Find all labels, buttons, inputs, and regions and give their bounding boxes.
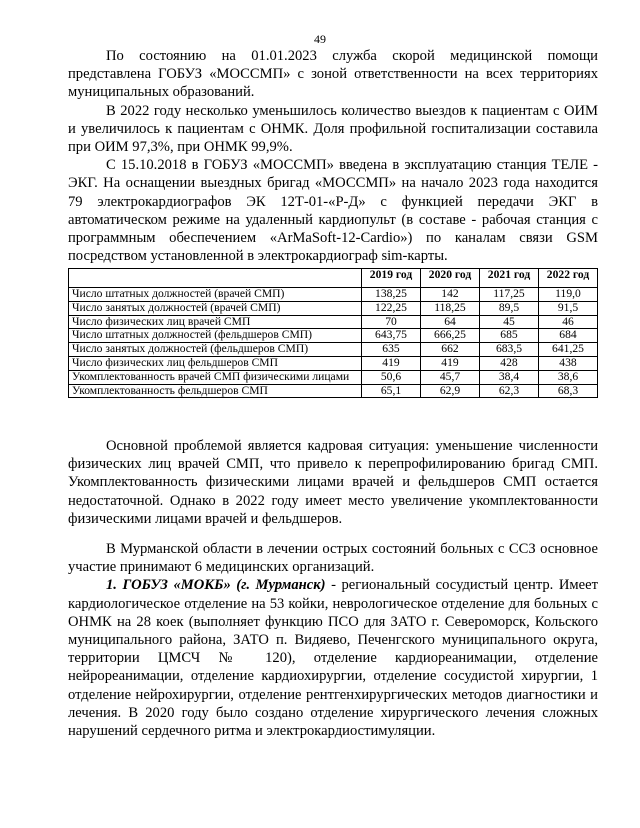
table-header: 2021 год bbox=[480, 269, 539, 288]
table-row bbox=[69, 356, 598, 370]
table-cell: Число занятых должностей (врачей СМП) bbox=[69, 301, 362, 315]
paragraph bbox=[68, 576, 598, 740]
table-header-row bbox=[69, 269, 598, 288]
table-row bbox=[69, 370, 598, 384]
table-cell: 142 bbox=[421, 288, 480, 302]
table-cell: 138,25 bbox=[362, 288, 421, 302]
table-cell: 119,0 bbox=[539, 288, 598, 302]
table-cell: 643,75 bbox=[362, 329, 421, 343]
table-cell: 62,9 bbox=[421, 384, 480, 398]
table-row bbox=[69, 301, 598, 315]
table-header: 2019 год bbox=[362, 269, 421, 288]
organization-description: - региональный сосудистый центр. Имеет кардиологическое отделение на 53 койки, неврологическое отделение для больных с ОНМК на 28 коек (выполняет функцию ПСО для ЗАТО г. Североморск, Кольского муниципального района, ЗАТО п. Видяево, Печенгского муниципального округа, территории ЦМСЧ № 120), отделение кардиореанимации, отделение нейрореанимации, отделение кардиохирургии, отделение сосудистой хирургии, 1 отделение нейрохирургии, отделение рентгенхирургических методов диагностики и лечения. В 2020 году было создано отделение хирургического лечения сложных нарушений сердечного ритма и электрокардиостимуляции. bbox=[68, 577, 598, 740]
paragraph: Основной проблемой является кадровая ситуация: уменьшение численности физических лиц врачей СМП, что привело к перепрофилированию бригад СМП. Укомплектованность физическими лицами врачей и фельдшеров СМП остается недостаточной. Однако в 2022 году имеет место увеличение укомплектованности физическими лицами врачей и фельдшеров. bbox=[68, 438, 598, 527]
table-cell: 46 bbox=[539, 315, 598, 329]
table-cell: Число физических лиц фельдшеров СМП bbox=[69, 356, 362, 370]
table-cell: 91,5 bbox=[539, 301, 598, 315]
table-row bbox=[69, 343, 598, 357]
intro-text bbox=[68, 47, 598, 265]
table-cell: 419 bbox=[421, 356, 480, 370]
table-cell: 122,25 bbox=[362, 301, 421, 315]
table-cell: 118,25 bbox=[421, 301, 480, 315]
table-cell: 64 bbox=[421, 315, 480, 329]
table-cell: Число штатных должностей (врачей СМП) bbox=[69, 288, 362, 302]
table-cell: 684 bbox=[539, 329, 598, 343]
table-cell: 666,25 bbox=[421, 329, 480, 343]
table-header bbox=[69, 269, 362, 288]
paragraph: С 15.10.2018 в ГОБУЗ «МОССМП» введена в эксплуатацию станция ТЕЛЕ - ЭКГ. На оснащении выездных бригад «МОССМП» на начало 2023 года находится 79 электрокардиографов ЭК 12Т-01-«Р-Д» с функцией передачи ЭКГ в автоматическом режиме на удаленный кардиопульт (в составе - рабочая станция с программным обеспечением «ArMaSoft-12-Cardio») по каналам связи GSM посредством установленной в электрокардиограф sim-карты. bbox=[68, 157, 598, 265]
table-cell: 70 bbox=[362, 315, 421, 329]
organization-heading: 1. ГОБУЗ «МОКБ» (г. Мурманск) bbox=[106, 577, 326, 594]
table-cell: 635 bbox=[362, 343, 421, 357]
table-cell: 50,6 bbox=[362, 370, 421, 384]
table-cell: Число занятых должностей (фельдшеров СМП) bbox=[69, 343, 362, 357]
table-cell: 683,5 bbox=[480, 343, 539, 357]
table-row bbox=[69, 315, 598, 329]
staffing-table bbox=[68, 268, 598, 398]
table-cell: 38,4 bbox=[480, 370, 539, 384]
page-number: 49 bbox=[314, 32, 326, 46]
table-row bbox=[69, 329, 598, 343]
table-cell: 117,25 bbox=[480, 288, 539, 302]
paragraph: В Мурманской области в лечении острых состояний больных с ССЗ основное участие принимают 6 медицинских организаций. bbox=[68, 541, 598, 576]
table-cell: 45,7 bbox=[421, 370, 480, 384]
table-cell: Число физических лиц врачей СМП bbox=[69, 315, 362, 329]
table-header: 2022 год bbox=[539, 269, 598, 288]
table-cell: 68,3 bbox=[539, 384, 598, 398]
table-cell: 89,5 bbox=[480, 301, 539, 315]
table-cell: 428 bbox=[480, 356, 539, 370]
table-cell: 438 bbox=[539, 356, 598, 370]
paragraph: По состоянию на 01.01.2023 служба скорой медицинской помощи представлена ГОБУЗ «МОССМП» с зоной ответственности на всех территориях муниципальных образований. bbox=[68, 48, 598, 101]
table-cell: 419 bbox=[362, 356, 421, 370]
table-cell: 685 bbox=[480, 329, 539, 343]
analysis-text bbox=[68, 437, 598, 528]
table-cell: 641,25 bbox=[539, 343, 598, 357]
organizations-text bbox=[68, 540, 598, 740]
table-cell: 38,6 bbox=[539, 370, 598, 384]
table-row bbox=[69, 384, 598, 398]
table-cell: 662 bbox=[421, 343, 480, 357]
table-cell: Укомплектованность врачей СМП физическими лицами bbox=[69, 370, 362, 384]
table-cell: Число штатных должностей (фельдшеров СМП) bbox=[69, 329, 362, 343]
table-cell: Укомплектованность фельдшеров СМП bbox=[69, 384, 362, 398]
paragraph: В 2022 году несколько уменьшилось количество выездов к пациентам с ОИМ и увеличилось к пациентам с ОНМК. Доля профильной госпитализации составила при ОИМ 97,3%, при ОНМК 99,9%. bbox=[68, 102, 598, 156]
table-header: 2020 год bbox=[421, 269, 480, 288]
table-row bbox=[69, 288, 598, 302]
table-cell: 45 bbox=[480, 315, 539, 329]
table-cell: 65,1 bbox=[362, 384, 421, 398]
table-cell: 62,3 bbox=[480, 384, 539, 398]
